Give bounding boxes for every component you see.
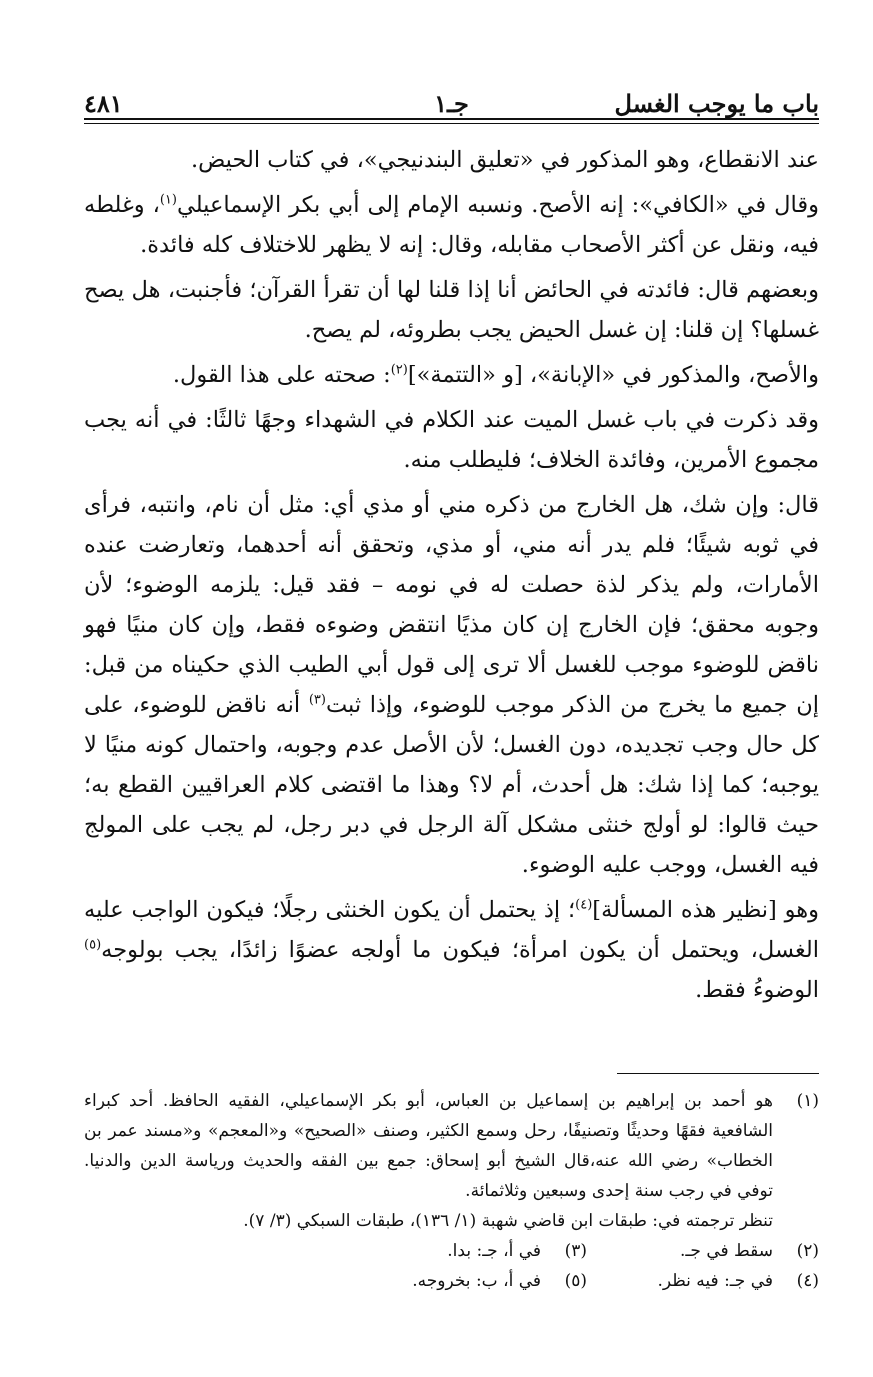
header-rule-thick xyxy=(84,118,819,120)
header-rule-thin xyxy=(84,123,819,124)
footnote-text: تنظر ترجمته في: طبقات ابن قاضي شهبة (١/ ١٣٦)، طبقات السبكي (٣/ ٧). xyxy=(243,1211,773,1231)
footnote-separator xyxy=(617,1073,819,1074)
footnote-number: (٢) xyxy=(796,1241,819,1261)
footnote-text: في جـ: فيه نظر. xyxy=(657,1271,773,1291)
footnote-text: في أ، جـ: بدا. xyxy=(447,1241,541,1261)
footnotes xyxy=(84,1086,819,1296)
footnote-text: هو أحمد بن إبراهيم بن إسماعيل بن العباس، أبو بكر الإسماعيلي، الفقيه الحافظ. أحد كبراء الشافعية فقهًا وحديثًا وتصنيفًا، رحل وسمع الكثير، وصنف «الصحيح» و«المعجم» و«مسند عمر بن الخطاب» رضي الله عنه،قال الشيخ أبو إسحاق: جمع بين الفقه والحديث ورياسة الدين والدنيا. توفي في رجب سنة إحدى وسبعين وثلاثمائة. xyxy=(84,1091,773,1201)
paragraph-2: وقال في «الكافي»: إنه الأصح. ونسبه الإمام إلى أبي بكر الإسماعيلي$^{(١)}$، وغلطه فيه، ونقل عن أكثر الأصحاب مقابله، وقال: إنه لا يظهر للاختلاف كله فائدة. xyxy=(84,192,819,258)
paragraph-1: عند الانقطاع، وهو المذكور في «تعليق البندنيجي»، في كتاب الحيض. xyxy=(190,147,819,173)
footnote-ref: (٥) xyxy=(84,937,102,953)
footnote-5 xyxy=(355,1266,587,1296)
footnote-1 xyxy=(84,1086,819,1206)
footnote-ref: (٢) xyxy=(390,362,408,378)
page-number: ٤٨١ xyxy=(84,89,123,118)
running-header xyxy=(84,76,819,120)
paragraph-6: قال: وإن شك، هل الخارج من ذكره مني أو مذي أي: مثل أن نام، وانتبه، فرأى في ثوبه شيئًا؛ فلم يدر أنه مني، أو مذي، وتحقق أنه أحدهما، وتعارضت عنده الأمارات، ولم يذكر لذة حصلت له في نومه – فقد قيل: يلزمه الوضوء؛ لأن وجوبه محقق؛ فإن الخارج إن كان مذيًا انتقض وضوءه فقط، وإن كان منيًا فهو ناقض للوضوء موجب للغسل ألا ترى إلى قول أبي الطيب الذي حكيناه من قبل: إن جميع ما يخرج من الذكر موجب للوضوء، وإذا ثبت$^{(٣)}$ أنه ناقض للوضوء، على كل حال وجب تجديده، دون الغسل؛ لأن الأصل عدم وجوبه، واحتمال كونه منيًا لا يوجبه؛ كما إذا شك: هل أحدث، أم لا؟ وهذا ما اقتضى كلام العراقيين القطع به؛ حيث قالوا: لو أولج خنثى مشكل آلة الرجل في دبر رجل، لم يجب على المولج فيه الغسل، ووجب عليه الوضوء. xyxy=(84,492,820,878)
volume-label: جـ١ xyxy=(434,89,469,118)
footnote-ref: (٣) xyxy=(308,692,326,708)
footnote-3 xyxy=(355,1236,587,1266)
footnote-row xyxy=(84,1266,819,1296)
chapter-title: باب ما يوجب الغسل xyxy=(614,89,819,118)
paragraph-3: وبعضهم قال: فائدته في الحائض أنا إذا قلنا لها أن تقرأ القرآن؛ فأجنبت، هل يصح غسلها؟ إن قلنا: إن غسل الحيض يجب بطروئه، لم يصح. xyxy=(84,277,819,343)
footnote-4 xyxy=(587,1266,819,1296)
footnote-number: (٣) xyxy=(564,1241,587,1261)
footnote-number: (٥) xyxy=(564,1271,587,1291)
footnote-1-sources xyxy=(84,1206,819,1236)
footnote-ref: (١) xyxy=(159,192,177,208)
footnote-text: سقط في جـ. xyxy=(680,1241,773,1261)
paragraph-7: وهو [نظير هذه المسألة]$^{(٤)}$؛ إذ يحتمل أن يكون الخنثى رجلًا؛ فيكون الواجب عليه الغسل، ويحتمل أن يكون امرأة؛ فيكون ما أولجه عضوًا زائدًا، يجب بولوجه$^{(٥)}$ الوضوءُ فقط. xyxy=(84,897,820,1003)
footnote-text: في أ، ب: بخروجه. xyxy=(412,1271,541,1291)
paragraph-4: والأصح، والمذكور في «الإبانة»، [و «التتمة»]$^{(٢)}$: صحته على هذا القول. xyxy=(172,362,819,388)
footnote-number: (٤) xyxy=(796,1271,819,1291)
footnote-2 xyxy=(587,1236,819,1266)
main-text xyxy=(84,140,819,1015)
footnote-number: (١) xyxy=(796,1091,819,1111)
footnote-row xyxy=(84,1236,819,1266)
paragraph-5: وقد ذكرت في باب غسل الميت عند الكلام في الشهداء وجهًا ثالثًا: في أنه يجب مجموع الأمرين، وفائدة الخلاف؛ فليطلب منه. xyxy=(84,407,819,473)
footnote-ref: (٤) xyxy=(575,897,593,913)
